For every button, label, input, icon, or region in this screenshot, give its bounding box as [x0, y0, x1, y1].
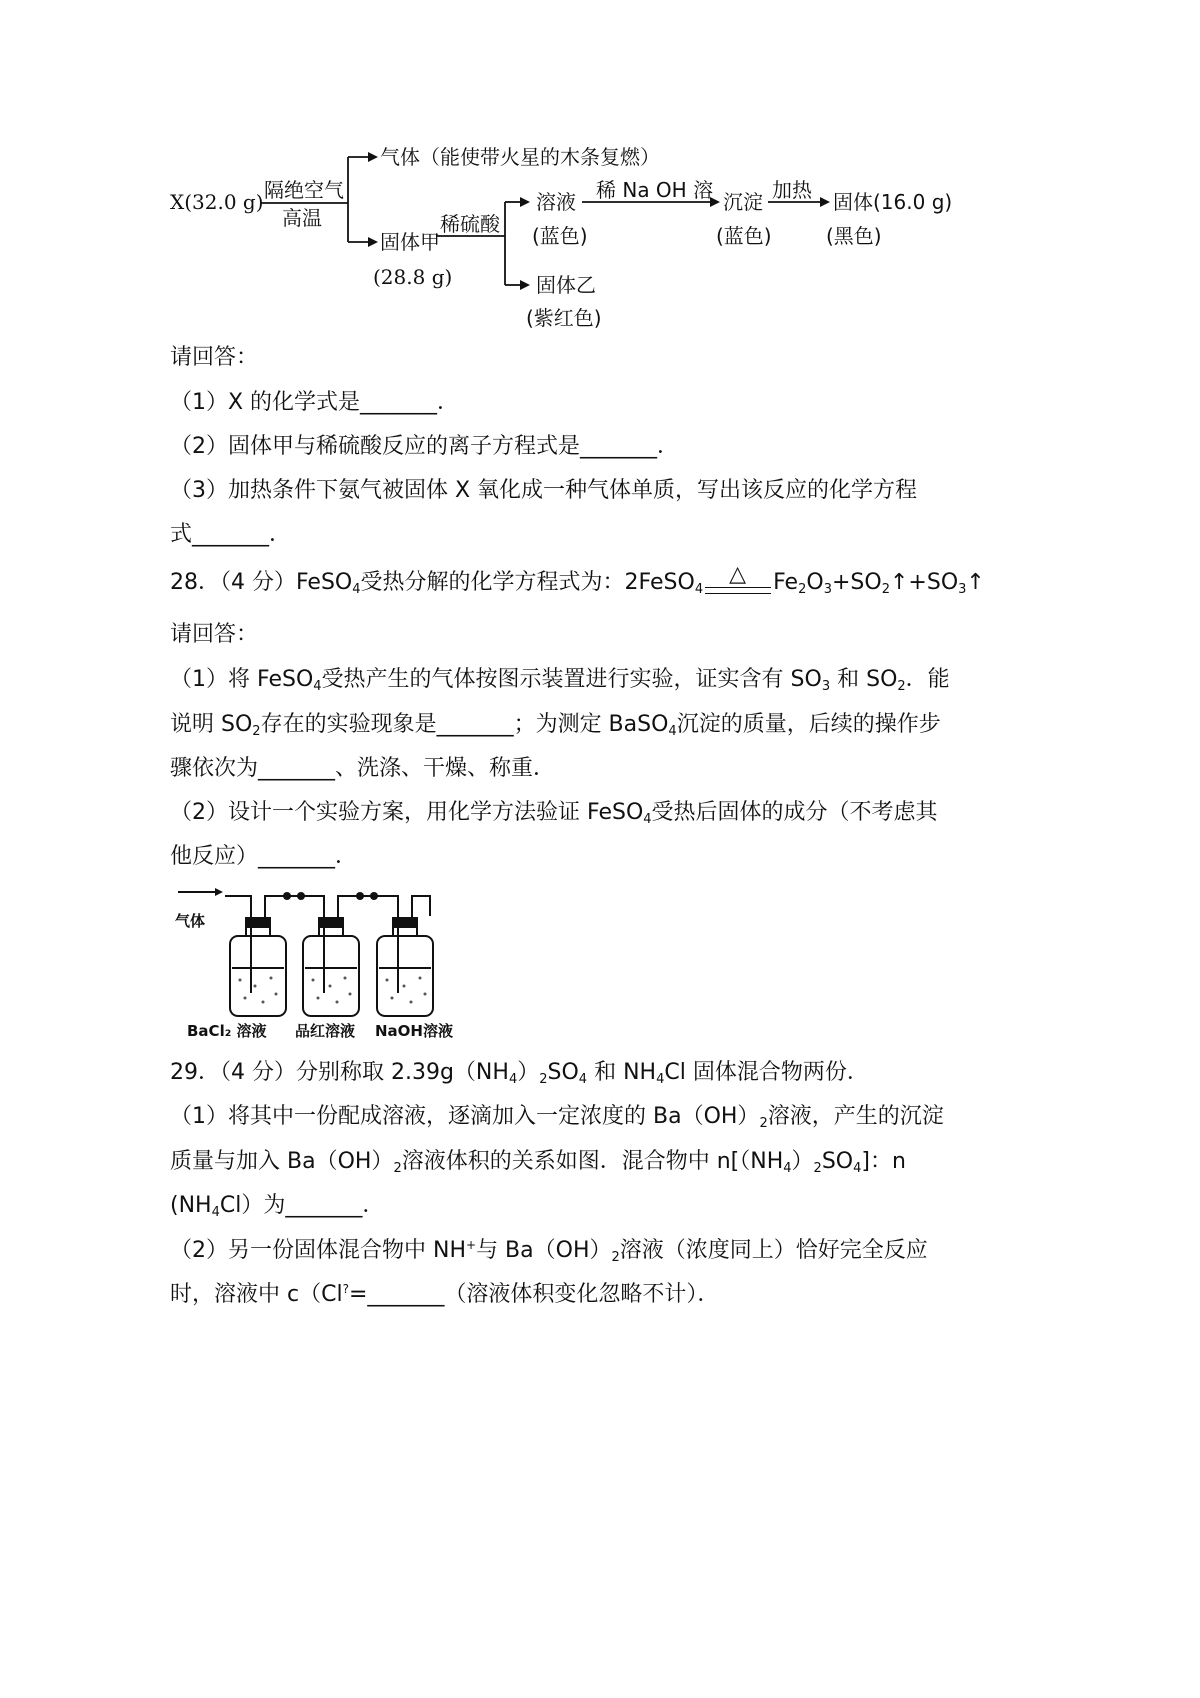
q29-part1-line2: 质量与加入 $Ba(OH)_2$溶液体积的关系如图．混合物中 $n[(NH_4)_2SO_4]$：n [170, 1149, 906, 1176]
gas-product: 气体（能使带火星的木条复燃） [380, 145, 660, 169]
precipitate-color: (蓝色) [716, 224, 772, 248]
heat-equals-sign: △ [703, 568, 773, 598]
solid-b: 固体乙 [536, 273, 596, 297]
bottle2-label: 品红溶液 [295, 1022, 356, 1040]
solid-final-color: (黑色) [826, 224, 882, 248]
compound-x: X(32.0 g) [170, 190, 264, 214]
q29-heading: 29．（4 分）分别称取 $2.39g(NH_4)_2SO_4$ 和 $NH_4Cl$ 固体混合物两份． [170, 1060, 869, 1087]
q29-part2-line2: 时，溶液中 c（Cl?=_______（溶液体积变化忽略不计）． [170, 1282, 720, 1307]
q27-part3a: （3）加热条件下氨气被固体 X 氧化成一种气体单质，写出该反应的化学方程 [170, 478, 918, 503]
q29-part2-line1: （2）另一份固体混合物中 NH+与 $Ba(OH)_2$溶液（浓度同上）恰好完全反应 [170, 1238, 928, 1265]
solution-color: (蓝色) [532, 224, 588, 248]
reagent-acid: 稀硫酸 [440, 212, 500, 236]
q27-part2: （2）固体甲与稀硫酸反应的离子方程式是_______． [170, 434, 679, 459]
condition-top: 隔绝空气 [264, 178, 344, 202]
q29-part1-line3: $(NH_4Cl)$为_______． [170, 1193, 385, 1220]
solid-a: 固体甲 [380, 230, 440, 254]
condition-bottom: 高温 [282, 206, 322, 230]
q28-prompt: 请回答： [170, 622, 259, 647]
solid-b-color: (紫红色) [526, 306, 602, 330]
q28-heading: 28．（4 分）FeSO$_4$受热分解的化学方程式为：2FeSO$_4$ △ $Fe_2O_3+SO_2↑+SO_3↑$ [170, 562, 985, 597]
q28-part2-line1: （2）设计一个实验方案，用化学方法验证 FeSO$_4$受热后固体的成分（不考虑其 [170, 800, 938, 827]
bottle1-label: BaCl₂ 溶液 [187, 1022, 267, 1040]
solution: 溶液 [536, 190, 576, 214]
q28-part1-line3: 骤依次为_______、洗涤、干燥、称重． [170, 756, 556, 781]
gas-wash-apparatus [175, 888, 475, 1038]
q28-part1-line1: （1）将 FeSO$_4$受热产生的气体按图示装置进行实验，证实含有 $SO_3$ 和 $SO_2$．能 [170, 667, 950, 694]
q27-part1: （1）X 的化学式是_______． [170, 390, 460, 415]
precipitate: 沉淀 [723, 190, 763, 214]
condition-heat: 加热 [772, 178, 812, 202]
q28-part1-line2: 说明 $SO_2$存在的实验现象是_______；为测定 BaSO$_4$沉淀的质量，后续的操作步 [170, 712, 941, 739]
q27-part3b: 式_______． [170, 522, 292, 547]
q29-part1-line1: （1）将其中一份配成溶液，逐滴加入一定浓度的 $Ba(OH)_2$溶液，产生的沉淀 [170, 1104, 944, 1131]
solid-final: 固体(16.0 g) [833, 190, 953, 214]
apparatus-drawing [175, 888, 475, 1038]
reagent-naoh: 稀 Na OH 溶 [596, 178, 714, 202]
solid-a-mass: (28.8 g) [373, 265, 453, 289]
q28-part2-line2: 他反应）_______． [170, 844, 358, 869]
reaction-flowchart [170, 140, 970, 340]
gas-inlet-label: 气体 [175, 912, 206, 930]
bottle3-label: NaOH溶液 [375, 1022, 453, 1040]
q27-prompt: 请回答： [170, 345, 259, 370]
